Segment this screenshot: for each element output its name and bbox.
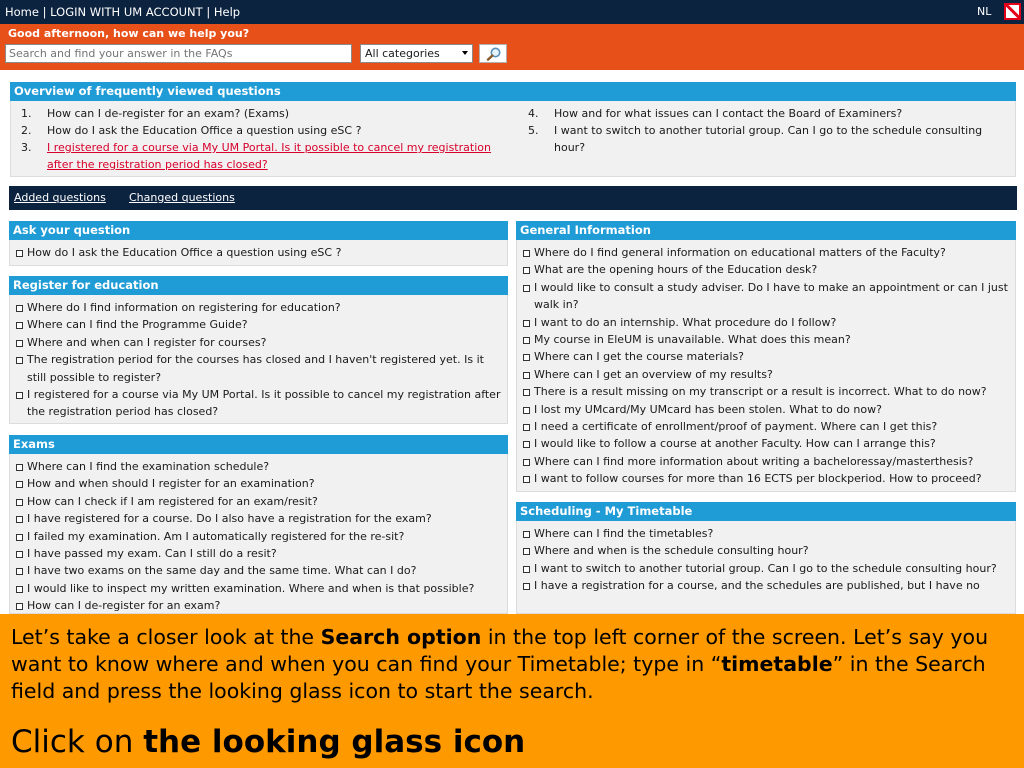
magnifier-icon xyxy=(486,47,502,61)
general-list xyxy=(523,244,1011,488)
list-item[interactable]: How can I de-register for an exam? xyxy=(16,597,504,614)
list-item[interactable]: Where do I find information on registering for education? xyxy=(16,299,504,316)
overview-panel-title: Overview of frequently viewed questions xyxy=(10,82,1016,101)
list-item[interactable]: My course in EleUM is unavailable. What does this mean? xyxy=(523,331,1011,348)
ask-list xyxy=(16,244,502,261)
general-panel-title: General Information xyxy=(516,221,1016,240)
flag-icon[interactable] xyxy=(1004,3,1021,20)
list-item[interactable]: Where and when is the schedule consulting hour? xyxy=(523,542,1011,559)
category-select-value: All categories xyxy=(365,47,440,60)
scheduling-panel xyxy=(516,521,1016,614)
overview-question-3-link[interactable]: I registered for a course via My UM Portal. Is it possible to cancel my registration after the registration period has closed? xyxy=(47,141,491,171)
language-switch[interactable]: NL xyxy=(977,5,992,18)
nav-separator: | xyxy=(38,5,51,19)
list-item[interactable]: I want to do an internship. What procedure do I follow? xyxy=(523,314,1011,331)
tab-changed-questions[interactable]: Changed questions xyxy=(129,191,235,204)
help-link[interactable]: Help xyxy=(213,5,241,19)
register-list xyxy=(16,299,504,421)
search-bar xyxy=(0,24,1024,70)
list-item[interactable]: Where can I get the course materials? xyxy=(523,348,1011,365)
tutorial-instruction-overlay xyxy=(0,614,1024,768)
home-link[interactable]: Home xyxy=(5,5,39,19)
list-item[interactable]: Where can I find more information about writing a bacheloressay/masterthesis? xyxy=(523,453,1011,470)
question-tabs-bar xyxy=(9,186,1017,210)
exams-panel-title: Exams xyxy=(9,435,508,454)
list-item[interactable]: I have a registration for a course, and the schedules are published, but I have no xyxy=(523,577,1011,594)
list-item[interactable]: I have passed my exam. Can I still do a resit? xyxy=(16,545,504,562)
register-panel-title: Register for education xyxy=(9,276,508,295)
ask-panel xyxy=(9,240,508,266)
list-item[interactable]: Where do I find general information on educational matters of the Faculty? xyxy=(523,244,1011,261)
tab-added-questions[interactable]: Added questions xyxy=(14,191,106,204)
search-button[interactable] xyxy=(479,44,507,63)
overview-panel: 1. How can I de-register for an exam? (Exams) 2. How do I ask the Education Office a question using eSC ? 3. I registered for a course via My UM Portal. Is it possible to cancel my registration after the registration period has closed? 4. How and for what issues can I contact the Board of Examiners? 5. I want to switch to another tutorial group. Can I go to the schedule consulting hour? xyxy=(10,101,1016,177)
list-item[interactable]: I need a certificate of enrollment/proof of payment. Where can I get this? xyxy=(523,418,1011,435)
search-input[interactable] xyxy=(5,44,352,63)
list-item[interactable]: I want to switch to another tutorial group. Can I go to the schedule consulting hour? xyxy=(523,560,1011,577)
list-item[interactable]: Where can I find the timetables? xyxy=(523,525,1011,542)
list-item[interactable]: I would like to inspect my written examination. Where and when is that possible? xyxy=(16,580,504,597)
exams-list xyxy=(16,458,504,615)
login-link[interactable]: LOGIN WITH UM ACCOUNT xyxy=(50,5,203,19)
list-item[interactable]: Where can I find the examination schedule? xyxy=(16,458,504,475)
list-item[interactable]: The registration period for the courses has closed and I haven't registered yet. Is it still possible to register? xyxy=(16,351,504,386)
scheduling-list xyxy=(523,525,1011,595)
list-item[interactable]: How can I check if I am registered for an exam/resit? xyxy=(16,493,504,510)
list-item[interactable]: There is a result missing on my transcript or a result is incorrect. What to do now? xyxy=(523,383,1011,400)
list-item[interactable]: I failed my examination. Am I automatically registered for the re-sit? xyxy=(16,528,504,545)
instruction-action: Click on the looking glass icon xyxy=(11,724,526,760)
list-item[interactable]: I want to follow courses for more than 16 ECTS per blockperiod. How to proceed? xyxy=(523,470,1011,487)
list-item[interactable]: Where and when can I register for courses? xyxy=(16,334,504,351)
list-item[interactable]: I would like to consult a study adviser. Do I have to make an appointment or can I just walk in? xyxy=(523,279,1011,314)
nav-links xyxy=(5,5,240,19)
list-item[interactable]: I would like to follow a course at another Faculty. How can I arrange this? xyxy=(523,435,1011,452)
scheduling-panel-title: Scheduling - My Timetable xyxy=(516,502,1016,521)
list-item[interactable]: How and when should I register for an examination? xyxy=(16,475,504,492)
top-navigation-bar xyxy=(0,0,1024,24)
list-item[interactable]: How do I ask the Education Office a question using eSC ? xyxy=(16,244,502,261)
category-select[interactable] xyxy=(360,44,473,63)
ask-panel-title: Ask your question xyxy=(9,221,508,240)
list-item[interactable]: I lost my UMcard/My UMcard has been stolen. What to do now? xyxy=(523,401,1011,418)
chevron-down-icon xyxy=(462,51,468,55)
list-item[interactable]: I registered for a course via My UM Portal. Is it possible to cancel my registration after the registration period has closed? xyxy=(16,386,504,421)
list-item[interactable]: I have registered for a course. Do I also have a registration for the exam? xyxy=(16,510,504,527)
greeting-text: Good afternoon, how can we help you? xyxy=(8,27,250,40)
list-item[interactable]: I have two exams on the same day and the same time. What can I do? xyxy=(16,562,504,579)
exams-panel xyxy=(9,454,508,614)
list-item[interactable]: Where can I get an overview of my results? xyxy=(523,366,1011,383)
general-panel xyxy=(516,240,1016,492)
instruction-text: Let’s take a closer look at the Search option in the top left corner of the screen. Let’s say you want to know where and when you can find your Timetable; type in “timetable” in the Search field and press the looking glass icon to start the search. xyxy=(11,625,989,703)
list-item[interactable]: Where can I find the Programme Guide? xyxy=(16,316,504,333)
register-panel xyxy=(9,295,508,424)
list-item[interactable]: What are the opening hours of the Education desk? xyxy=(523,261,1011,278)
nav-separator: | xyxy=(202,5,214,19)
